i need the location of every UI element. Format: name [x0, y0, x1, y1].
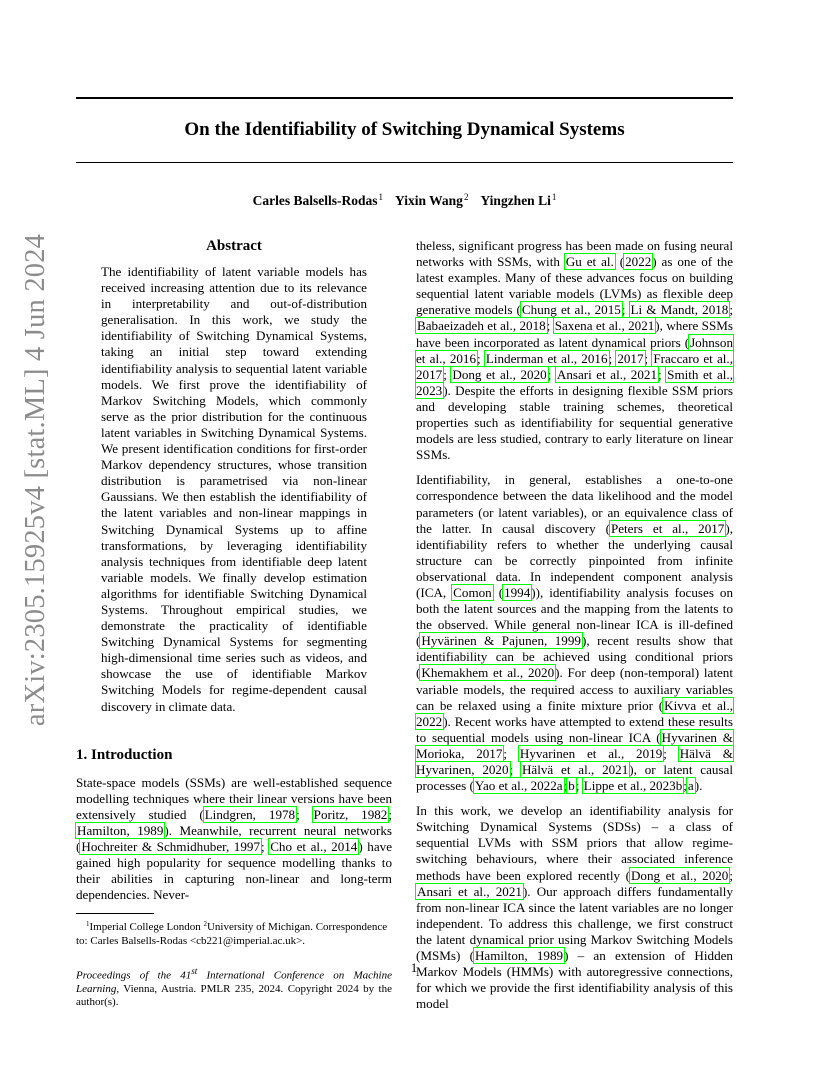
author-affiliation-marker: 1 [378, 192, 384, 202]
citation-link[interactable]: Linderman et al., 2016 [485, 350, 608, 366]
citation-link[interactable]: Li & Mandt, 2018 [630, 302, 729, 318]
proceedings-ordinal-suffix: st [191, 965, 198, 976]
citation-link[interactable]: b [568, 778, 575, 794]
citation-link[interactable]: Ansari et al., 2021 [417, 883, 522, 899]
author-affiliation-marker: 2 [463, 192, 469, 202]
title-rule-top [76, 97, 733, 99]
citation-link[interactable]: Hälvä & Hyvarinen, 2020 [416, 745, 733, 777]
abstract-body: The identifiability of latent variable models has received increasing attention due to its relevance in interpretability and out-of-distribution generalisation. In this work, we study the identifiability of Switching Dynamical Systems, taking an initial step toward extending identifiability analysis to sequential latent variable models. We first prove the identifiability of Markov Switching Models, which commonly serve as the prior distribution for the continuous latent variables in Switching Dynamical Systems. We present identification conditions for first-order Markov dependency structures, whose transition distribution is parametrised via non-linear Gaussians. We then establish the identifiability of the latent variables and non-linear mappings in Switching Dynamical Systems up to affine transformations, by leveraging identifiability analysis techniques from identifiable deep latent variable models. We finally develop estimation algorithms for identifiable Switching Dynamical Systems. Throughout empirical studies, we demonstrate the practicality of identifiable Switching Dynamical Systems for segmenting high-dimensional time series such as videos, and showcase the use of identifiable Markov Switching Models for regime-dependent causal discovery in climate data. [101, 264, 367, 714]
citation-link[interactable]: Smith et al., 2023 [416, 366, 733, 398]
citation-link[interactable]: Kivva et al., 2022 [416, 697, 733, 729]
citation-link[interactable]: Babaeizadeh et al., 2018 [417, 318, 546, 334]
proceedings-ordinal: 41 [180, 969, 192, 982]
footnote-sup-2: 2 [203, 920, 207, 929]
footnote-sup-1: 1 [86, 920, 90, 929]
citation-link[interactable]: Yao et al., 2022a [474, 778, 563, 794]
title-rule-bottom [76, 162, 733, 163]
arxiv-stamp-text: arXiv:2305.15925v4 [stat.ML] 4 Jun 2024 [20, 233, 52, 727]
introduction-heading: 1. Introduction [76, 746, 173, 763]
author-name: Yingzhen Li$^1$ [480, 192, 557, 208]
citation-link[interactable]: 2017 [617, 350, 644, 366]
citation-link[interactable]: Fraccaro et al., 2017 [416, 350, 733, 382]
citation-link[interactable]: Peters et al., 2017 [610, 520, 725, 536]
affiliation-footnote [76, 918, 392, 948]
citation-link[interactable]: Johnson et al., 2016 [416, 334, 733, 366]
citation-link[interactable]: Hamilton, 1989 [77, 822, 164, 838]
proceedings-italic-a: Proceedings of the [76, 969, 181, 982]
author-affiliation-marker: 1 [551, 192, 557, 202]
citation-link[interactable]: Hochreiter & Schmidhuber, 1997 [81, 839, 260, 854]
intro-paragraph: State-space models (SSMs) are well-established sequence modelling techniques where their linear versions have been extensively studied (Lindgren, 1978; Poritz, 1982; Hamilton, 1989). Meanwhile, recurrent neural networks (Hochreiter & Schmidhuber, 1997; Cho et al., 2014) have gained high popularity for sequence modelling thanks to their abilities in capturing non-linear and long-term dependencies. Never- [76, 774, 392, 903]
arxiv-stamp[interactable] [16, 233, 56, 727]
citation-link[interactable]: Dong et al., 2020 [630, 867, 729, 883]
citation-link[interactable]: 1994 [504, 584, 531, 600]
right-paragraph-1: theless, significant progress has been made on fusing neural networks with SSMs, with Gu et al. (2022) as one of the latest examples. Many of these advances focus on building sequential latent variable models (LVMs) as flexible deep generative models (Chung et al., 2015; Li & Mandt, 2018; Babaeizadeh et al., 2018; Saxena et al., 2021), where SSMs have been incorporated as latent dynamical priors (Johnson et al., 2016; Linderman et al., 2016; 2017; Fraccaro et al., 2017; Dong et al., 2020; Ansari et al., 2021; Smith et al., 2023). Despite the efforts in designing flexible SSM priors and developing stable training schemes, theoretical properties such as identifiability for sequential generative models are less studied, contrary to early literature on linear SSMs. [416, 238, 734, 463]
author-name: Carles Balsells-Rodas$^1$ [252, 192, 384, 208]
citation-link[interactable]: Lippe et al., 2023b [583, 778, 683, 794]
author-list [76, 192, 733, 209]
citation-link[interactable]: Cho et al., 2014 [270, 839, 358, 854]
citation-link[interactable]: Hyvarinen & Morioka, 2017 [416, 729, 733, 761]
footnote-rule [76, 913, 154, 914]
citation-link[interactable]: Hyvärinen & Pajunen, 1999 [421, 633, 581, 649]
citation-link[interactable]: Poritz, 1982 [313, 806, 388, 822]
citation-link[interactable]: Comon [453, 584, 492, 600]
footnote-affiliation-2: University of Michigan. Correspondence to: Carles Balsells-Rodas <cb221@imperial.ac.uk>. [76, 921, 388, 947]
paper-title: On the Identifiability of Switching Dynamical Systems [184, 119, 625, 140]
citation-link[interactable]: Ansari et al., 2021 [556, 366, 657, 382]
citation-link[interactable]: a [687, 778, 694, 794]
citation-link[interactable]: Chung et al., 2015 [521, 302, 621, 318]
citation-link[interactable]: Hälvä et al., 2021 [521, 762, 629, 777]
citation-link[interactable]: Dong et al., 2020 [452, 366, 547, 382]
citation-link[interactable]: Gu et al. [565, 254, 614, 270]
footnote-affiliation-1: Imperial College London [89, 921, 204, 934]
citation-link[interactable]: Saxena et al., 2021 [554, 318, 655, 334]
citation-link[interactable]: 2022 [625, 254, 652, 270]
citation-link[interactable]: Hyvarinen et al., 2019 [519, 745, 663, 761]
citation-link[interactable]: Hamilton, 1989 [474, 948, 564, 964]
right-column [416, 238, 733, 1021]
proceedings-rest: , Vienna, Austria. PMLR 235, 2024. Copyright 2024 by the author(s). [76, 982, 392, 1009]
author-name: Yixin Wang$^2$ [395, 192, 469, 208]
left-column [76, 236, 392, 1010]
page-number: 1 [410, 960, 418, 975]
abstract-heading: Abstract [206, 238, 262, 254]
proceedings-italic-b: International Conference on Machine Learning [76, 969, 392, 995]
citation-link[interactable]: Lindgren, 1978 [204, 806, 296, 822]
citation-link[interactable]: Khemakhem et al., 2020 [421, 665, 555, 681]
right-paragraph-2: Identifiability, in general, establishes a one-to-one correspondence between the data likelihood and the model parameters (or latent variables), or an equivalence class of the latter. In causal discovery (Peters et al., 2017), identifiability refers to whether the underlying causal structure can be correctly pinpointed from infinite observational data. In independent component analysis (ICA, Comon (1994)), identifiability analysis focuses on both the latent sources and the mapping from the latents to the observed. While general non-linear ICA is ill-defined (Hyvärinen & Pajunen, 1999), recent results show that identifiability can be achieved using conditional priors (Khemakhem et al., 2020). For deep (non-temporal) latent variable models, the required access to auxiliary variables can be relaxed using a finite mixture prior (Kivva et al., 2022). Recent works have attempted to extend these results to sequential models using non-linear ICA (Hyvarinen & Morioka, 2017; Hyvarinen et al., 2019; Hälvä & Hyvarinen, 2020; Hälvä et al., 2021), or latent causal processes (Yao et al., 2022a;b; Lippe et al., 2023b;a). [416, 472, 733, 794]
right-paragraph-3: In this work, we develop an identifiability analysis for Switching Dynamical Systems (SDSs) – a class of sequential LVMs with SSM priors that allow regime-switching behaviours, where their associated inference methods have been explored recently (Dong et al., 2020; Ansari et al., 2021). Our approach differs fundamentally from non-linear ICA since the latent variables are no longer independent. To address this challenge, we first construct the latent dynamical prior using Markov Switching Models (MSMs) (Hamilton, 1989) – an extension of Hidden Markov Models (HMMs) with autoregressive connections, for which we provide the first identifiability analysis of this model [416, 803, 733, 1012]
